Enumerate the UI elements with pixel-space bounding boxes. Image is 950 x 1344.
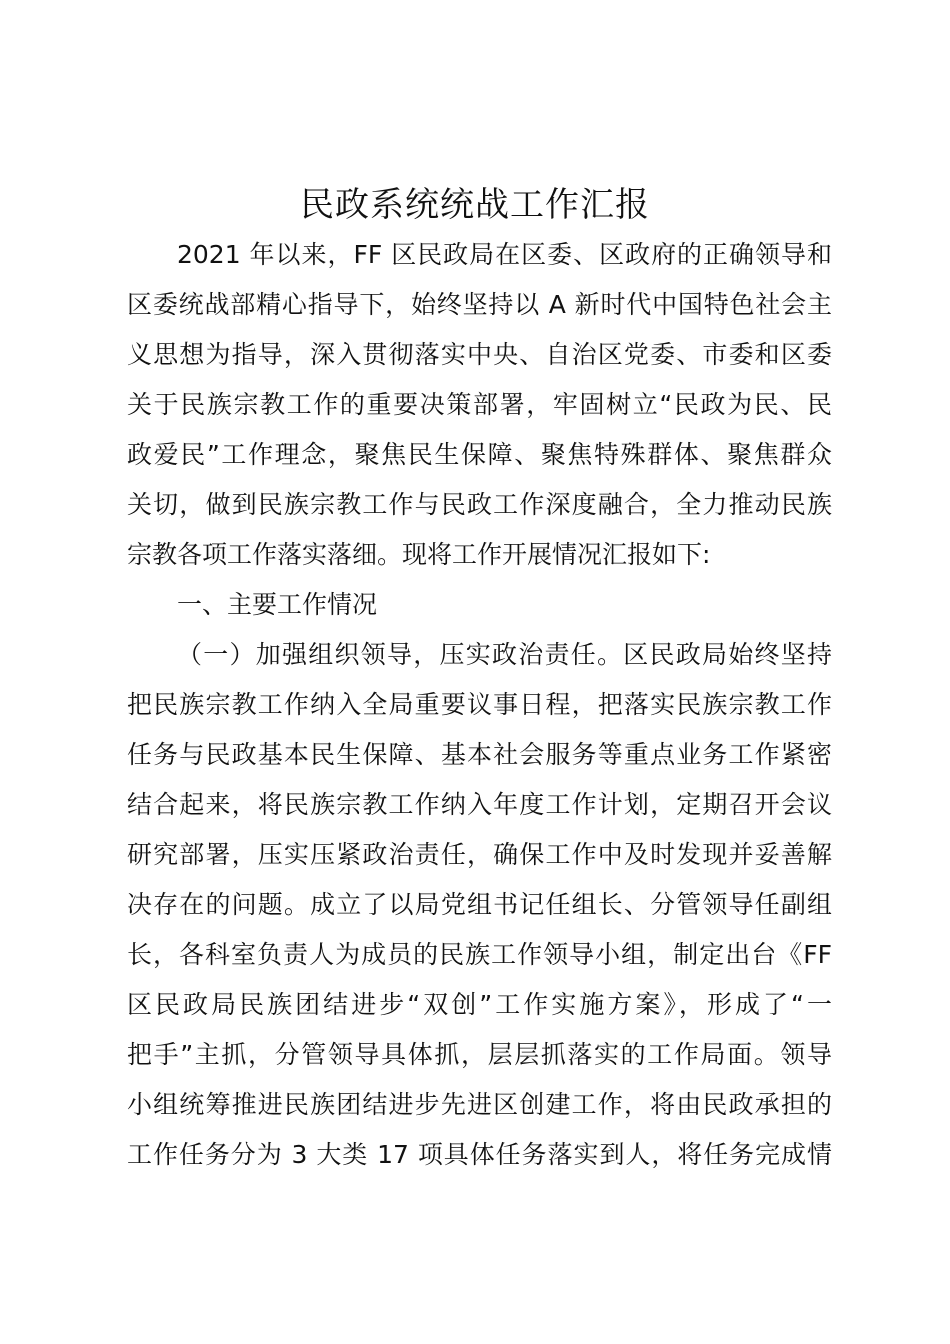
paragraph-line: 研究部署，压实压紧政治责任，确保工作中及时发现并妥善解 <box>127 840 832 869</box>
section-heading: 一、主要工作情况 <box>177 590 378 619</box>
paragraph-line: 小组统筹推进民族团结进步先进区创建工作，将由民政承担的 <box>127 1090 832 1119</box>
paragraph-line: 把民族宗教工作纳入全局重要议事日程，把落实民族宗教工作 <box>127 690 832 719</box>
paragraph-line: 关切，做到民族宗教工作与民政工作深度融合，全力推动民族 <box>127 490 832 519</box>
paragraph-line: 政爱民”工作理念，聚焦民生保障、聚焦特殊群体、聚焦群众 <box>127 440 832 469</box>
paragraph-line: 把手”主抓，分管领导具体抓，层层抓落实的工作局面。领导 <box>127 1040 832 1069</box>
paragraph-line: 结合起来，将民族宗教工作纳入年度工作计划，定期召开会议 <box>127 790 832 819</box>
paragraph-line: 区委统战部精心指导下，始终坚持以 A 新时代中国特色社会主 <box>127 290 832 319</box>
paragraph-line: 义思想为指导，深入贯彻落实中央、自治区党委、市委和区委 <box>127 340 832 369</box>
paragraph-line: 关于民族宗教工作的重要决策部署，牢固树立“民政为民、民 <box>127 390 832 419</box>
paragraph-line: 长，各科室负责人为成员的民族工作领导小组，制定出台《FF <box>127 940 832 969</box>
paragraph-line: 决存在的问题。成立了以局党组书记任组长、分管领导任副组 <box>127 890 832 919</box>
paragraph-line: 2021 年以来，FF 区民政局在区委、区政府的正确领导和 <box>177 240 832 269</box>
paragraph-line: 区民政局民族团结进步“双创”工作实施方案》，形成了“一 <box>127 990 832 1019</box>
paragraph-line: （一）加强组织领导，压实政治责任。区民政局始终坚持 <box>177 640 832 669</box>
paragraph-line: 任务与民政基本民生保障、基本社会服务等重点业务工作紧密 <box>127 740 832 769</box>
paragraph-line: 宗教各项工作落实落细。现将工作开展情况汇报如下: <box>127 540 711 569</box>
paragraph-line: 工作任务分为 3 大类 17 项具体任务落实到人，将任务完成情 <box>127 1140 832 1169</box>
document-title: 民政系统统战工作汇报 <box>300 185 650 225</box>
